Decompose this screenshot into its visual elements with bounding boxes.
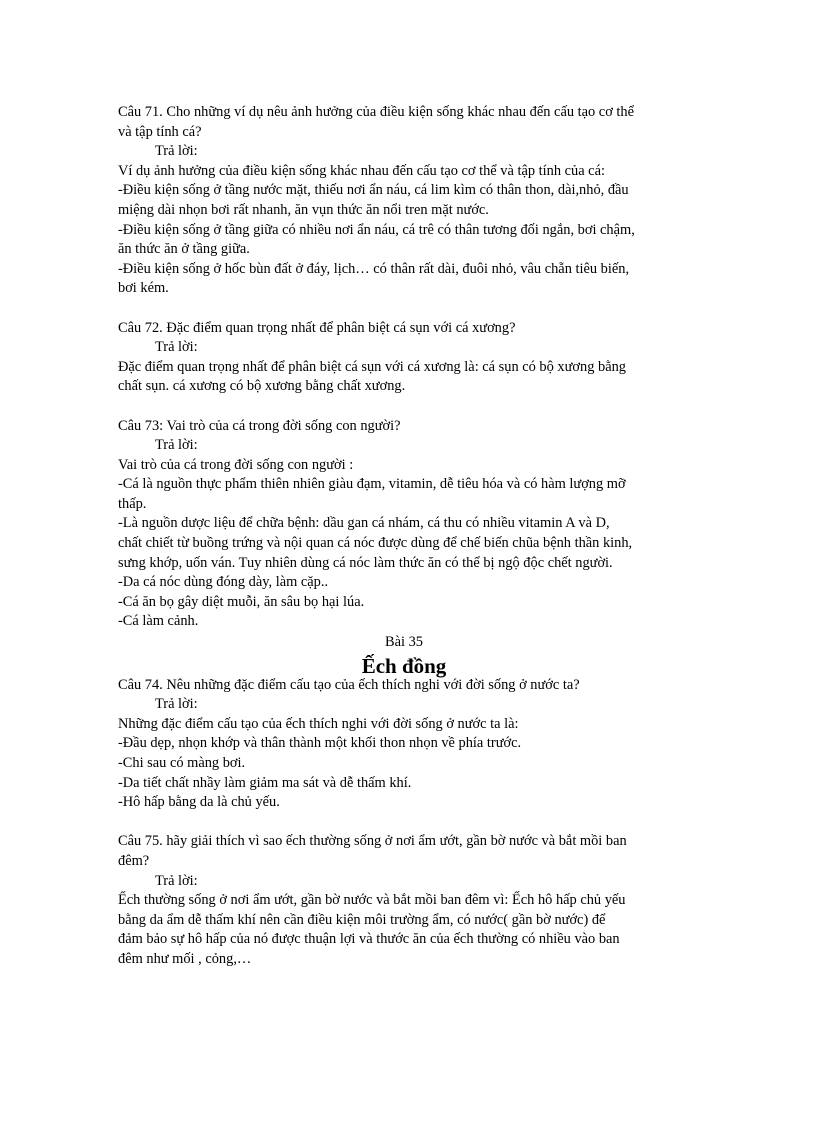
answer-label: Trả lời: bbox=[155, 696, 198, 713]
answer-text: -Đầu dẹp, nhọn khớp và thân thành một khối thon nhọn về phía trước. bbox=[118, 735, 522, 752]
paragraph-gap bbox=[118, 397, 690, 417]
answer-text: -Da cá nóc dùng đóng dày, làm cặp.. bbox=[118, 574, 329, 591]
answer-text: Những đặc điểm cấu tạo của ếch thích nghi với đời sống ở nước ta là: bbox=[118, 715, 519, 732]
question-71 bbox=[118, 103, 690, 299]
answer-text: Ếch thường sống ở nơi ẩm ướt, gần bờ nước và bắt mồi ban đêm vì: Ếch hô hấp chủ yếu bbox=[118, 892, 626, 909]
answer-text: bằng da ẩm dễ thấm khí nên cần điều kiện môi trường ẩm, có nước( gần bờ nước) để bbox=[118, 911, 606, 928]
question-73 bbox=[118, 417, 690, 633]
answer-label: Trả lời: bbox=[155, 872, 198, 889]
answer-text: thấp. bbox=[118, 495, 147, 512]
answer-text: Ví dụ ảnh hưởng của điều kiện sống khác nhau đến cấu tạo cơ thể và tập tính của cá: bbox=[118, 162, 605, 179]
paragraph-gap bbox=[118, 813, 690, 833]
answer-label: Trả lời: bbox=[155, 143, 198, 160]
lesson-number: Bài 35 bbox=[385, 634, 423, 651]
answer-text: -Hô hấp bằng da là chủ yếu. bbox=[118, 794, 280, 811]
answer-text: -Điều kiện sống ở hốc bùn đất ở đáy, lịch… có thân rất dài, đuôi nhỏ, vâu chẵn tiêu biến, bbox=[118, 260, 630, 277]
answer-text: Vai trò của cá trong đời sống con người : bbox=[118, 456, 354, 473]
question-75 bbox=[118, 832, 690, 969]
answer-text: -Cá ăn bọ gây diệt muỗi, ăn sâu bọ hại lúa. bbox=[118, 593, 365, 610]
question-text: Câu 72. Đặc điểm quan trọng nhất để phân biệt cá sụn với cá xương? bbox=[118, 319, 516, 336]
answer-text: chất sụn. cá xương có bộ xương bằng chất xương. bbox=[118, 378, 406, 395]
answer-text: đảm bảo sự hô hấp của nó được thuận lợi và thước ăn của ếch thường có nhiều vào ban bbox=[118, 931, 620, 948]
lesson-heading bbox=[118, 633, 690, 679]
answer-text: sưng khớp, uốn ván. Tuy nhiên dùng cá nóc làm thức ăn có thể bị ngộ độc chết người. bbox=[118, 554, 613, 571]
answer-text: chất chiết từ buồng trứng và nội quan cá nóc được dùng để chế biến chũa bệnh thần kinh, bbox=[118, 535, 633, 552]
question-text: Câu 75. hãy giải thích vì sao ếch thường sống ở nơi ẩm ướt, gần bờ nước và bắt mồi ban bbox=[118, 833, 627, 850]
answer-text: -Da tiết chất nhầy làm giảm ma sát và dễ thấm khí. bbox=[118, 774, 412, 791]
answer-text: ăn thức ăn ở tầng giữa. bbox=[118, 241, 250, 258]
answer-text: bơi kém. bbox=[118, 280, 169, 297]
question-text: Câu 73: Vai trò của cá trong đời sống con người? bbox=[118, 417, 401, 434]
answer-text: miệng dài nhọn bơi rất nhanh, ăn vụn thức ăn nổi tren mặt nước. bbox=[118, 201, 489, 218]
answer-text: Đặc điểm quan trọng nhất để phân biệt cá sụn với cá xương là: cá sụn có bộ xương bằng bbox=[118, 358, 626, 375]
question-text: đêm? bbox=[118, 852, 150, 869]
answer-label: Trả lời: bbox=[155, 437, 198, 454]
answer-text: -Điều kiện sống ở tầng nước mặt, thiếu nơi ẩn náu, cá lim kìm có thân thon, dài,nhỏ, đầu bbox=[118, 182, 629, 199]
answer-text: -Là nguồn dược liệu để chữa bệnh: dầu gan cá nhám, cá thu có nhiều vitamin A và D, bbox=[118, 515, 610, 532]
answer-text: đêm như mối , cỏng,… bbox=[118, 950, 252, 967]
question-text: Câu 74. Nêu những đặc điểm cấu tạo của ếch thích nghi với đời sống ở nước ta? bbox=[118, 676, 580, 693]
answer-text: -Điều kiện sống ở tầng giữa có nhiều nơi ẩn náu, cá trê có thân tương đối ngắn, bơi chậm, bbox=[118, 221, 635, 238]
question-text: và tập tính cá? bbox=[118, 123, 202, 140]
question-72 bbox=[118, 319, 690, 397]
answer-label: Trả lời: bbox=[155, 339, 198, 356]
paragraph-gap bbox=[118, 299, 690, 319]
answer-text: -Cá làm cảnh. bbox=[118, 613, 199, 630]
answer-text: -Cá là nguồn thực phẩm thiên nhiên giàu đạm, vitamin, dễ tiêu hóa và có hàm lượng mỡ bbox=[118, 476, 626, 493]
question-74 bbox=[118, 676, 690, 813]
lesson-title: Ếch đồng bbox=[361, 653, 447, 678]
question-text: Câu 71. Cho những ví dụ nêu ảnh hưởng của điều kiện sống khác nhau đến cấu tạo cơ thể bbox=[118, 104, 634, 120]
document-page bbox=[118, 103, 690, 970]
answer-text: -Chi sau có màng bơi. bbox=[118, 755, 246, 771]
